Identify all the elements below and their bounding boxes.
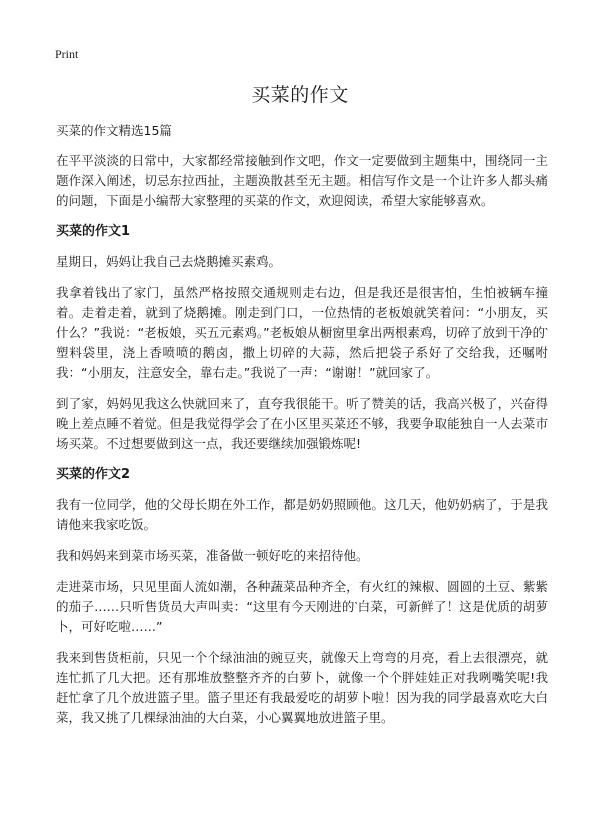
essay-paragraph: 到了家，妈妈见我这么快就回来了，直夸我很能干。听了赞美的话，我高兴极了，兴奋得晚上差点睡不着觉。但是我觉得学会了在小区里买菜还不够，我要争取能独自一人去菜市场买菜。不过想要做到这一点，我还要继续加强锻炼呢! [56, 396, 548, 451]
print-link[interactable]: Print [55, 47, 79, 61]
essay-heading: 买菜的作文2 [56, 467, 131, 482]
essay-paragraph: 我和妈妈来到菜市场买菜，准备做一顿好吃的来招待他。 [56, 548, 369, 563]
page-title: 买菜的作文 [251, 84, 349, 106]
essay-2 [56, 465, 548, 728]
essay-paragraph: 星期日，妈妈让我自己去烧鹅摊买素鸡。 [56, 254, 282, 269]
essay-paragraph: 我来到售货柜前，只见一个个绿油油的豌豆夹，就像天上弯弯的月亮，看上去很漂亮，就连忙抓了几大把。还有那堆放整整齐齐的白萝卜，就像一个个胖娃娃正对我咧嘴笑呢!我赶忙拿了几个放进篮子里。篮子里还有我最爱吃的胡萝卜啦！因为我的同学最喜欢吃大白菜，我又挑了几棵绿油油的大白菜，小心翼翼地放进篮子里。 [56, 650, 548, 725]
essay-1 [56, 222, 548, 454]
intro-paragraph: 在平平淡淡的日常中，大家都经常接触到作文吧，作文一定要做到主题集中，围绕同一主题作深入阐述，切忌东拉西扯，主题涣散甚至无主题。相信写作文是一个让许多人都头痛的问题，下面是小编帮大家整理的买菜的作文，欢迎阅读，希望大家能够喜欢。 [56, 153, 548, 208]
essay-paragraph: 走进菜市场，只见里面人流如潮，各种蔬菜品种齐全，有火红的辣椒、圆圆的土豆、紫紫的茄子……只听售货员大声叫卖：“这里有今天刚进的‵白菜，可新鲜了！这是优质的胡萝卜，可好吃啦……” [56, 579, 548, 634]
essay-heading: 买菜的作文1 [56, 224, 131, 239]
essay-paragraph: 我有一位同学，他的父母长期在外工作，都是奶奶照顾他。这几天，他奶奶病了，于是我请他来我家吃饭。 [56, 497, 548, 532]
article-body [56, 121, 548, 739]
essay-paragraph: 我拿着钱出了家门，虽然严格按照交通规则走右边，但是我还是很害怕，生怕被辆车撞着。走着走着，就到了烧鹅摊。刚走到门口，一位热情的老板娘就笑着问：“小朋友，买什么？”我说：“老板娘，买五元素鸡。”老板娘从橱窗里拿出两根素鸡，切碎了放到干净的‵塑料袋里，浇上香喷喷的鹅卤，撒上切碎的大蒜，然后把袋子系好了交给我，还嘱咐我：“小朋友，注意安全，靠右走。”我说了一声：“谢谢！”就回家了。 [56, 285, 548, 380]
article-subtitle: 买菜的作文精选15篇 [56, 123, 172, 138]
